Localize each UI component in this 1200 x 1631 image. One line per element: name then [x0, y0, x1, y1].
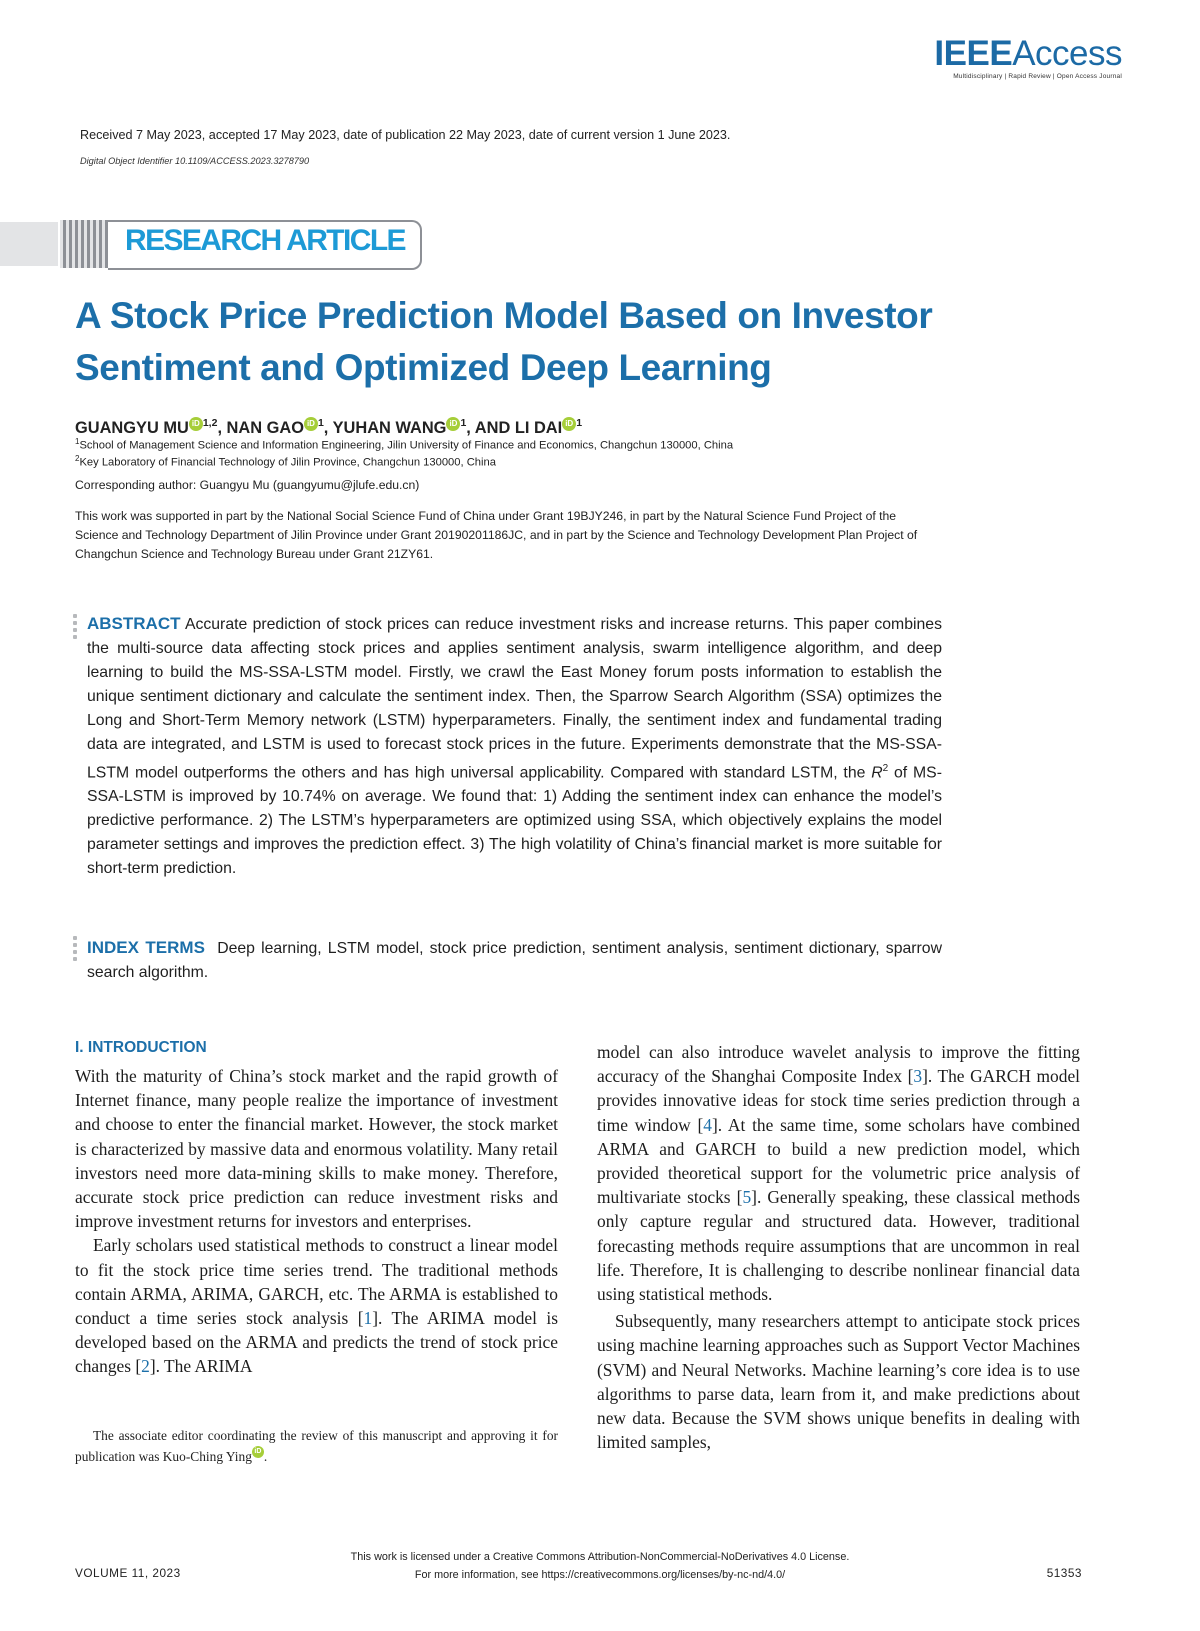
title-line-2: Sentiment and Optimized Deep Learning — [75, 347, 772, 388]
paper-title — [75, 290, 1075, 394]
orcid-icon[interactable]: iD — [562, 417, 576, 431]
author-affiliation-sup: 1 — [576, 417, 583, 429]
index-terms — [87, 936, 942, 985]
right-column — [597, 1040, 1080, 1454]
logo-tagline: Multidisciplinary | Rapid Review | Open Access Journal — [953, 73, 1122, 80]
logo-access: Access — [1012, 34, 1122, 73]
index-terms-label: INDEX TERMS — [87, 938, 205, 957]
paragraph: With the maturity of China’s stock market and the rapid growth of Internet finance, many people realize the importance of investment and choose to enter the financial market. However, the stock market is characterized by massive data and enormous volatility. Many retail investors need more data-mining skills to make money. Therefore, accurate stock price prediction can reduce investment risks and improve investment returns for investors and enterprises. — [75, 1066, 558, 1232]
affiliation-2 — [75, 454, 496, 469]
r2-symbol: R — [871, 764, 883, 782]
r2-exponent: 2 — [882, 763, 889, 774]
paragraph-text: ]. The ARIMA — [149, 1356, 253, 1377]
paragraph-text: Early scholars used statistical methods to construct a linear model to fit the stock price time series trend. The traditional methods contain ARMA, ARIMA, GARCH, etc. The ARMA is established to conduct a time series stock analysis [ — [75, 1235, 558, 1329]
orcid-icon[interactable]: iD — [304, 417, 318, 431]
paragraph-text: ]. The GARCH model provides innovative ideas for stock time series prediction through a time window [ — [597, 1066, 1080, 1135]
editor-footnote: The associate editor coordinating the review of this manuscript and approving it for publication was Kuo-Ching Ying iD . — [75, 1428, 558, 1464]
doi: Digital Object Identifier 10.1109/ACCESS.2023.3278790 — [80, 156, 310, 166]
orcid-icon[interactable]: iD — [252, 1446, 264, 1458]
paragraph-text: ]. At the same time, some scholars have combined ARMA and GARCH to build a new prediction model, which provided theoretical support for the volumetric price analysis of multivariate stocks [ — [597, 1114, 1080, 1208]
orcid-icon[interactable]: iD — [189, 417, 203, 431]
abstract-marker — [73, 614, 79, 642]
author-affiliation-sup: 1 — [317, 417, 324, 429]
index-terms-marker — [73, 936, 79, 964]
paragraph-text: ]. Generally speaking, these classical methods only capture regular and structured data. However, traditional forecasting methods require assumptions that are uncommon in real life. Therefore, It is challenging to describe nonlinear financial data using statistical methods. — [597, 1187, 1080, 1305]
received-dates: Received 7 May 2023, accepted 17 May 2023, date of publication 22 May 2023, date of current version 1 June 2023. — [80, 128, 731, 142]
citation-link[interactable]: 1 — [363, 1308, 373, 1329]
abstract-text-cont: of MS-SSA-LSTM is improved by 10.74% on average. We found that: 1) Adding the sentiment index can enhance the model’s predictive performance. 2) The LSTM’s hyperparameters are optimized using SSA, which objectively explains the model parameter settings and improves the prediction effect. 3) The high volatility of China’s financial market is more suitable for short-term prediction. — [87, 764, 942, 878]
author-name: GUANGYU MU — [75, 419, 189, 437]
citation-link[interactable]: 4 — [703, 1114, 712, 1135]
author-name: , AND LI DAI — [466, 419, 563, 437]
citation-link[interactable]: 2 — [141, 1356, 150, 1377]
author-list — [75, 417, 582, 438]
author-name: , YUHAN WANG — [323, 419, 447, 437]
citation-link[interactable]: 3 — [913, 1066, 923, 1087]
article-type-label: RESEARCH ARTICLE — [125, 224, 405, 257]
section-heading: I. INTRODUCTION — [75, 1039, 207, 1056]
footnote-text: The associate editor coordinating the review of this manuscript and approving it for publication was Kuo-Ching Ying — [75, 1428, 558, 1464]
corresponding-author: Corresponding author: Guangyu Mu (guangyumu@jlufe.edu.cn) — [75, 478, 420, 492]
paragraph — [597, 1040, 1080, 1306]
affiliation-text: Key Laboratory of Financial Technology of Jilin Province, Changchun 130000, China — [79, 456, 496, 469]
affiliation-number: 2 — [75, 454, 80, 463]
ieee-access-logo — [907, 36, 1122, 80]
logo-wordmark — [907, 36, 1122, 72]
paragraph-text: model can also introduce wavelet analysis to improve the fitting accuracy of the Shanghai Composite Index [ — [597, 1042, 1080, 1087]
title-line-1: A Stock Price Prediction Model Based on Investor — [75, 295, 933, 336]
index-terms-text: Deep learning, LSTM model, stock price prediction, sentiment analysis, sentiment dictionary, sparrow search algorithm. — [87, 940, 942, 981]
author-affiliation-sup: 1 — [460, 417, 467, 429]
page-number: 51353 — [1046, 1566, 1082, 1580]
volume-label: VOLUME 11, 2023 — [75, 1566, 181, 1580]
abstract-text: Accurate prediction of stock prices can reduce investment risks and increase returns. This paper combines the multi-source data affecting stock prices and applies sentiment analysis, swarm intelligence algorithm, and deep learning to build the MS-SSA-LSTM model. Firstly, we crawl the East Money forum posts information to establish the unique sentiment dictionary and calculate the sentiment index. Then, the Sparrow Search Algorithm (SSA) optimizes the Long and Short-Term Memory network (LSTM) hyperparameters. Finally, the sentiment index and fundamental trading data are integrated, and LSTM is used to forecast stock prices in the future. Experiments demonstrate that the MS-SSA-LSTM model outperforms the others and has high universal applicability. Compared with standard LSTM, the — [87, 616, 942, 782]
paragraph-text: ]. The ARIMA model is developed based on the ARMA and predicts the trend of stock price changes [ — [75, 1308, 559, 1377]
paragraph — [75, 1233, 558, 1378]
author-affiliation-sup: 1,2 — [202, 417, 218, 429]
affiliation-number: 1 — [75, 437, 80, 446]
logo-ieee: IEEE — [934, 34, 1013, 73]
affiliation-1 — [75, 437, 733, 452]
citation-link[interactable]: 5 — [742, 1187, 752, 1208]
abstract — [87, 612, 942, 881]
banner-stripes — [0, 218, 112, 270]
license-line: This work is licensed under a Creative Commons Attribution-NonCommercial-NoDerivatives 4.0 License. — [350, 1551, 850, 1563]
left-column — [75, 1064, 558, 1379]
funding-statement: This work was supported in part by the National Social Science Fund of China under Grant 19BJY246, in part by the Natural Science Fund Project of the Science and Technology Department of Jilin Province under Grant 20190201186JC, and in part by the Science and Technology Development Plan Project of Changchun Science and Technology Bureau under Grant 21ZY61. — [75, 509, 918, 561]
affiliation-text: School of Management Science and Information Engineering, Jilin University of Finance and Economics, Changchun 130000, China — [79, 439, 734, 452]
author-name: , NAN GAO — [217, 419, 304, 437]
abstract-label: ABSTRACT — [87, 614, 181, 633]
paragraph: Subsequently, many researchers attempt to anticipate stock prices using machine learning approaches such as Support Vector Machines (SVM) and Neural Networks. Machine learning’s core idea is to use algorithms to parse data, learn from it, and make predictions about new data. Because the SVM shows unique benefits in dealing with limited samples, — [597, 1311, 1080, 1453]
license-link[interactable]: For more information, see https://creativecommons.org/licenses/by-nc-nd/4.0/ — [414, 1569, 786, 1581]
orcid-icon[interactable]: iD — [446, 417, 460, 431]
